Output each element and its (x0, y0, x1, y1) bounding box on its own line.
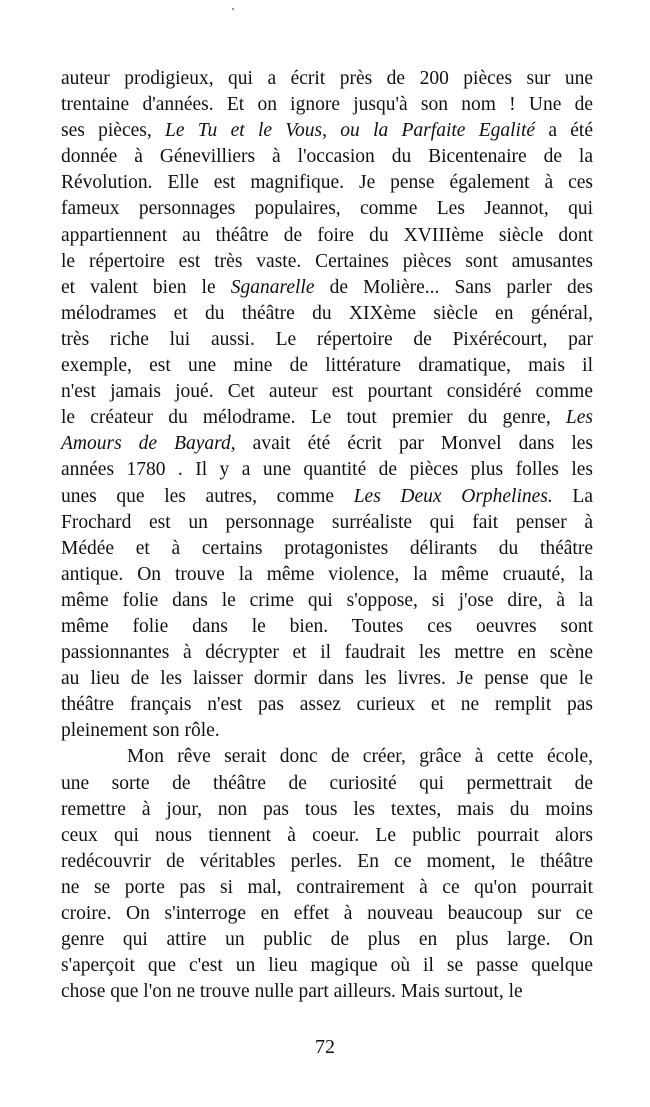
text-line (61, 875, 593, 901)
text-line (61, 849, 593, 875)
text-segment: antique. On trouve la même violence, la même cruauté, la (61, 563, 593, 585)
text-segment: trentaine d'années. Et on ignore jusqu'à son nom ! Une de (61, 94, 593, 116)
text-line (61, 588, 593, 614)
text-line (61, 379, 593, 405)
text-line (61, 901, 593, 927)
italic-title: Les (565, 407, 593, 429)
text-segment: Frochard est un personnage surréaliste qui fait penser à (61, 511, 593, 533)
text-segment: ne se porte pas si mal, contrairement à ce qu'on pourrait (61, 876, 593, 898)
text-segment: croire. On s'interroge en effet à nouveau beaucoup sur ce (61, 903, 593, 924)
text-segment: au lieu de les laisser dormir dans les livres. Je pense que le (61, 668, 593, 690)
text-line (61, 510, 593, 536)
text-line (61, 66, 593, 92)
text-segment: exemple, est une mine de littérature dramatique, mais il (61, 355, 593, 377)
text-segment: appartiennent au théâtre de foire du XVIIIème siècle dont (61, 224, 593, 246)
text-line (61, 692, 593, 718)
text-segment: auteur prodigieux, qui a écrit près de 200 pièces sur une (61, 68, 593, 89)
italic-title: Les Deux Orphelines. (353, 485, 553, 507)
text-line (61, 979, 593, 1005)
text-segment: passionnantes à décrypter et il faudrait les mettre en scène (61, 642, 593, 664)
text-segment: donnée à Génevilliers à l'occasion du Bicentenaire de la (61, 146, 593, 168)
italic-title: Sganarelle (230, 276, 315, 298)
text-segment: théâtre français n'est pas assez curieux et ne remplit pas (61, 694, 593, 716)
text-line (61, 301, 593, 327)
text-segment: une sorte de théâtre de curiosité qui permettrait de (61, 772, 593, 794)
text-segment: fameux personnages populaires, comme Les Jeannot, qui (61, 198, 593, 220)
text-segment: n'est jamais joué. Cet auteur est pourtant considéré comme (61, 381, 593, 403)
text-line (61, 327, 593, 353)
text-segment: Médée et à certains protagonistes délirants du théâtre (61, 537, 593, 559)
text-segment: même folie dans le bien. Toutes ces oeuvres sont (61, 615, 593, 637)
text-line (61, 536, 593, 562)
text-line (61, 275, 593, 301)
italic-title: Amours de Bayard, (61, 433, 236, 455)
scan-speck (232, 8, 234, 10)
text-line (61, 744, 593, 770)
text-segment: le créateur du mélodrame. Le tout premier du genre, (61, 407, 566, 429)
text-line (61, 144, 593, 170)
text-line (61, 718, 593, 744)
text-line (61, 223, 593, 249)
text-line (61, 666, 593, 692)
text-line (61, 405, 593, 431)
text-line (61, 797, 593, 823)
text-line (61, 562, 593, 588)
paragraph (61, 744, 593, 1005)
body-text (61, 66, 593, 1005)
italic-title: Le Tu et le Vous, ou la Parfaite Egalité (165, 120, 536, 142)
text-segment: a été (535, 120, 593, 142)
text-line (61, 196, 593, 222)
text-segment: même folie dans le crime qui s'oppose, si j'ose dire, à la (61, 589, 593, 611)
text-segment: mélodrames et du théâtre du XIXème siècle en général, (61, 302, 593, 324)
text-line (61, 92, 593, 118)
text-line (61, 249, 593, 275)
text-line (61, 771, 593, 797)
text-segment: genre qui attire un public de plus en plus large. On (61, 929, 593, 951)
text-segment: Mon rêve serait donc de créer, grâce à cette école, (127, 746, 593, 768)
text-segment: chose que l'on ne trouve nulle part ailleurs. Mais surtout, le (61, 981, 523, 1003)
page-number: 72 (315, 1036, 335, 1058)
text-segment: unes que les autres, comme (61, 485, 354, 507)
text-line (61, 457, 593, 483)
text-line (61, 353, 593, 379)
text-segment: très riche lui aussi. Le répertoire de Pixérécourt, par (61, 328, 593, 350)
text-line (61, 484, 593, 510)
text-segment: remettre à jour, non pas tous les textes, mais du moins (61, 798, 593, 820)
text-line (61, 118, 593, 144)
text-line (61, 953, 593, 979)
text-segment: ceux qui nous tiennent à coeur. Le public pourrait alors (61, 824, 593, 846)
text-line (61, 640, 593, 666)
text-segment: s'aperçoit que c'est un lieu magique où il se passe quelque (61, 955, 593, 977)
text-segment: pleinement son rôle. (61, 720, 220, 742)
text-line (61, 927, 593, 953)
text-segment: ses pièces, (61, 120, 165, 142)
text-segment: redécouvrir de véritables perles. En ce moment, le théâtre (61, 850, 593, 872)
paragraph (61, 66, 593, 744)
text-line (61, 431, 593, 457)
text-segment: La (552, 485, 593, 507)
text-segment: le répertoire est très vaste. Certaines pièces sont amusantes (61, 250, 593, 272)
text-segment: avait été écrit par Monvel dans les (235, 433, 593, 455)
text-segment: années 1780 . Il y a une quantité de pièces plus folles les (61, 459, 593, 481)
text-segment: Révolution. Elle est magnifique. Je pense également à ces (61, 172, 593, 194)
text-segment: de Molière... Sans parler des (314, 276, 593, 298)
text-line (61, 823, 593, 849)
text-line (61, 614, 593, 640)
text-segment: et valent bien le (61, 276, 231, 298)
text-line (61, 170, 593, 196)
